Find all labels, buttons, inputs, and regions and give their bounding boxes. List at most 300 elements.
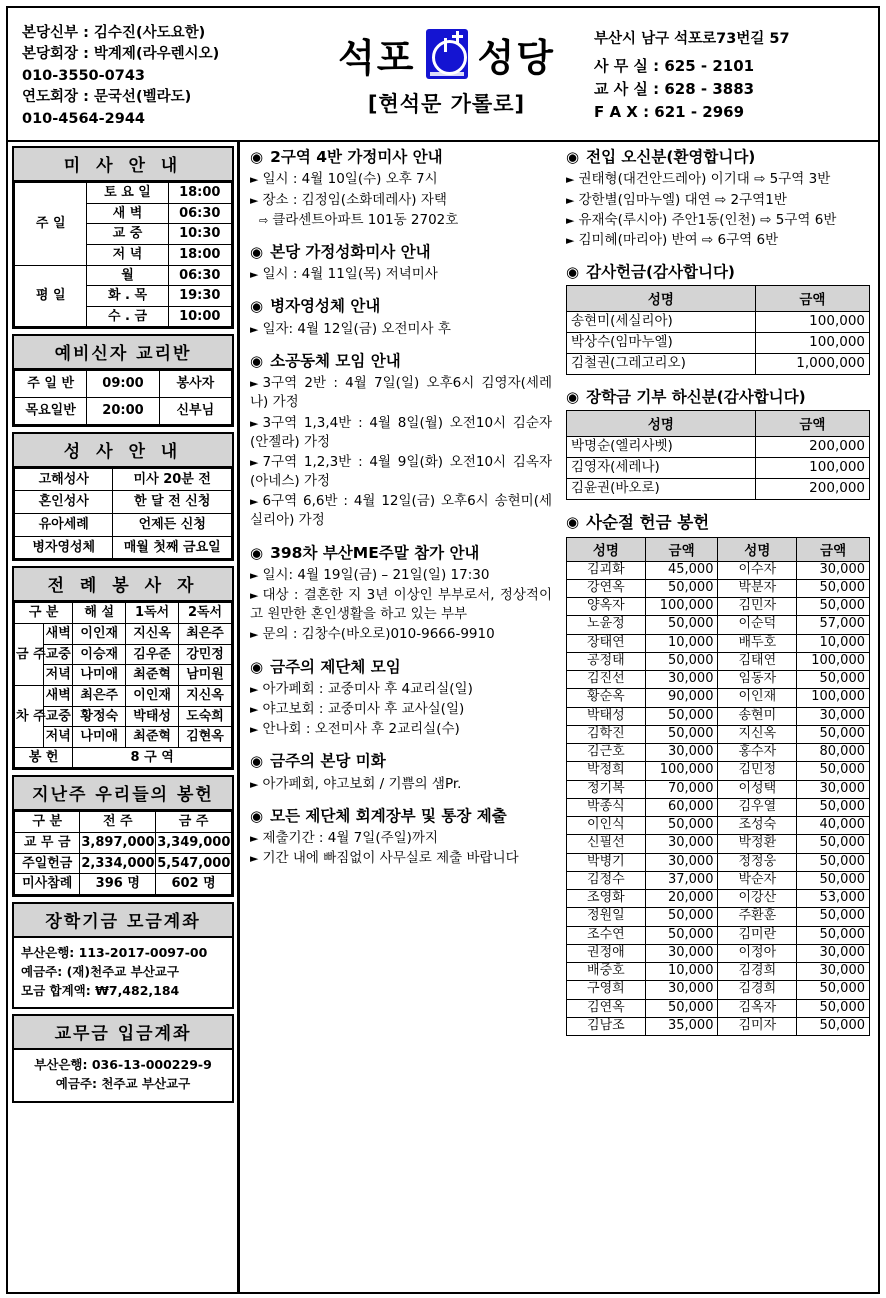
donor-amount: 50,000 — [797, 671, 870, 689]
notice-item — [250, 586, 552, 624]
donor-amount: 50,000 — [797, 999, 870, 1017]
donor-name: 김경희 — [718, 981, 797, 999]
table-row — [567, 354, 870, 375]
donor-name: 박태성 — [567, 707, 646, 725]
mass-time: 06:30 — [168, 265, 231, 286]
liturgy-person: 지신옥 — [179, 685, 232, 706]
church-subtitle: [현석문 가롤로] — [367, 91, 526, 116]
donor-amount: 30,000 — [797, 561, 870, 579]
header-president-phone: 010-3550-0743 — [22, 67, 146, 84]
newcomers-heading — [566, 148, 870, 167]
notice-item — [250, 191, 552, 210]
table-row — [15, 685, 232, 706]
donor-name: 정기복 — [567, 780, 646, 798]
notice-item-text: 아가페회, 야고보회 / 기쁨의 샘Pr. — [262, 775, 462, 792]
notice-heading-text: 본당 가정성화미사 안내 — [270, 242, 431, 261]
notice-item — [250, 829, 552, 848]
lastweek-prev: 3,897,000 — [80, 833, 156, 854]
liturgy-person: 김우준 — [126, 644, 179, 665]
church-title-row — [338, 27, 555, 82]
table-row — [567, 725, 870, 743]
donor-amount: 100,000 — [645, 762, 718, 780]
notice-heading — [250, 297, 552, 316]
header-title-block — [303, 8, 590, 140]
donor-amount: 50,000 — [797, 798, 870, 816]
notice-item — [250, 414, 552, 452]
header-president-line: 본당회장 : 박계제(라우렌시오) — [22, 46, 220, 63]
table-row — [15, 514, 232, 537]
notice-heading-text: 2구역 4반 가정미사 안내 — [270, 148, 443, 166]
mass-label: 교 중 — [87, 224, 168, 245]
liturgy-person: 이인재 — [126, 685, 179, 706]
donor-name: 김진선 — [567, 671, 646, 689]
table-row — [567, 634, 870, 652]
table-row — [567, 671, 870, 689]
table-row — [567, 312, 870, 333]
donor-name: 박정환 — [718, 835, 797, 853]
table-row — [567, 890, 870, 908]
thanks-offering-heading-text: 감사헌금(감사합니다) — [586, 263, 736, 281]
table-row — [567, 707, 870, 725]
liturgy-person: 지신옥 — [126, 623, 179, 644]
table-row — [567, 579, 870, 597]
sacrament-info: 한 달 전 신청 — [113, 491, 232, 514]
table-row — [15, 706, 232, 727]
notice-heading-text: 병자영성체 안내 — [270, 297, 381, 316]
donor-amount: 30,000 — [645, 744, 718, 762]
header-priest-line: 본당신부 : 김수진(사도요한) — [22, 24, 206, 41]
donor-name: 지신옥 — [718, 725, 797, 743]
donor-name: 김경희 — [718, 963, 797, 981]
table-row — [15, 398, 232, 425]
notice-heading-text: 소공동체 모임 안내 — [270, 351, 401, 370]
donor-amount: 50,000 — [645, 817, 718, 835]
donor-name: 조영화 — [567, 890, 646, 908]
notice-item-text: 안나회 : 오전미사 후 2교리실(수) — [262, 721, 460, 738]
donor-amount: 50,000 — [645, 652, 718, 670]
donor-amount: 50,000 — [797, 598, 870, 616]
liturgy-servers-box — [12, 566, 234, 770]
donor-name: 정원일 — [567, 908, 646, 926]
donor-name: 이인재 — [718, 689, 797, 707]
table-row — [567, 944, 870, 962]
sacrament-table — [14, 468, 232, 560]
donor-name: 박상수(임마누엘) — [567, 333, 756, 354]
donor-name: 조성숙 — [718, 817, 797, 835]
dues-account-box — [12, 1014, 234, 1103]
scholarship-donors-section — [566, 388, 870, 500]
col-name: 성명 — [567, 411, 756, 437]
liturgy-servers-table — [14, 602, 232, 768]
last-week-offering-table — [14, 811, 232, 895]
sacrament-name: 혼인성사 — [15, 491, 113, 514]
newcomers-section — [566, 148, 870, 250]
table-row — [567, 652, 870, 670]
dues-account-body — [14, 1050, 232, 1101]
donor-amount: 30,000 — [797, 780, 870, 798]
arrow-icon: ► — [250, 322, 259, 336]
table-header-row — [567, 411, 870, 437]
liturgy-person: 이승재 — [73, 644, 126, 665]
scholarship-account-box — [12, 902, 234, 1009]
contact-classroom: 교 사 실 : 628 - 3883 — [594, 79, 755, 98]
donor-amount: 50,000 — [645, 725, 718, 743]
catechism-leader: 신부님 — [159, 398, 231, 425]
sacrament-info: 매월 첫째 금요일 — [113, 536, 232, 559]
notice-item-text: 야고보회 : 교중미사 후 교사실(일) — [262, 701, 465, 718]
dues-bank-line: 부산은행: 036-13-000229-9 — [34, 1057, 212, 1073]
table-row — [15, 265, 232, 286]
right-column — [560, 142, 878, 1292]
table-row — [15, 536, 232, 559]
lastweek-col-division: 구 분 — [15, 812, 80, 833]
table-row — [15, 491, 232, 514]
donor-name: 양옥자 — [567, 598, 646, 616]
donor-name: 박명순(엘리사벳) — [567, 437, 756, 458]
table-row — [15, 183, 232, 204]
notice-communion-for-sick — [250, 297, 552, 339]
notice-family-mass — [250, 148, 552, 230]
donor-name: 이성택 — [718, 780, 797, 798]
scholarship-donors-table — [566, 410, 870, 500]
notice-item — [250, 265, 552, 284]
table-row — [567, 798, 870, 816]
newcomer-item — [566, 231, 870, 250]
donor-amount: 30,000 — [645, 944, 718, 962]
sacrament-box — [12, 432, 234, 562]
donor-amount: 10,000 — [797, 634, 870, 652]
donor-name: 김우열 — [718, 798, 797, 816]
sacrament-info: 미사 20분 전 — [113, 468, 232, 491]
notice-item-text: 일자: 4월 12일(금) 오전미사 후 — [262, 320, 451, 337]
table-row — [567, 981, 870, 999]
mass-label: 월 — [87, 265, 168, 286]
liturgy-offering-value: 8 구 역 — [73, 747, 232, 768]
donor-name: 배두호 — [718, 634, 797, 652]
table-row — [567, 963, 870, 981]
sacrament-name: 병자영성체 — [15, 536, 113, 559]
donor-name: 배중호 — [567, 963, 646, 981]
donor-amount: 100,000 — [797, 689, 870, 707]
donor-name: 김민정 — [718, 762, 797, 780]
liturgy-time: 교중 — [44, 706, 73, 727]
col-amount-2: 금액 — [797, 537, 870, 561]
mass-label: 새 벽 — [87, 203, 168, 224]
lastweek-label: 주일헌금 — [15, 853, 80, 874]
lastweek-prev: 396 명 — [80, 874, 156, 895]
col-name-1: 성명 — [567, 537, 646, 561]
donor-amount: 30,000 — [797, 707, 870, 725]
donor-amount: 57,000 — [797, 616, 870, 634]
dues-account-title: 교무금 입금계좌 — [14, 1016, 232, 1050]
mass-group-weekday: 평 일 — [15, 265, 87, 327]
donor-amount: 53,000 — [797, 890, 870, 908]
col-name-2: 성명 — [718, 537, 797, 561]
catechism-time: 09:00 — [87, 371, 159, 398]
table-row — [567, 835, 870, 853]
notice-account-book-submission — [250, 807, 552, 869]
table-row — [15, 833, 232, 854]
lastweek-prev: 2,334,000 — [80, 853, 156, 874]
donor-name: 김민자 — [718, 598, 797, 616]
table-row — [15, 874, 232, 895]
table-header-row — [15, 603, 232, 624]
table-row — [567, 871, 870, 889]
table-row — [567, 1017, 870, 1035]
mass-time: 10:00 — [168, 306, 231, 327]
donor-amount: 50,000 — [645, 707, 718, 725]
scholarship-donors-heading-text: 장학금 기부 하신분(감사합니다) — [586, 388, 806, 406]
liturgy-time: 교중 — [44, 644, 73, 665]
donor-amount: 50,000 — [797, 926, 870, 944]
donor-name: 김연옥 — [567, 999, 646, 1017]
contact-fax: F A X : 621 - 2969 — [594, 102, 745, 121]
last-week-offering-box — [12, 775, 234, 897]
hand-pointer-icon: ⇨ — [259, 213, 269, 227]
donor-amount: 50,000 — [645, 999, 718, 1017]
newcomer-text: 권태형(대건안드레아) 이기대 ⇨ 5구역 3반 — [578, 171, 831, 188]
table-row — [567, 333, 870, 354]
arrow-icon: ► — [250, 377, 259, 391]
donor-amount: 50,000 — [645, 616, 718, 634]
table-row — [567, 689, 870, 707]
bulletin-header — [6, 6, 880, 142]
liturgy-person: 김현옥 — [179, 727, 232, 748]
scholarship-donors-heading — [566, 388, 870, 407]
table-row — [567, 561, 870, 579]
donor-amount: 200,000 — [755, 437, 869, 458]
donor-amount: 50,000 — [797, 1017, 870, 1035]
notice-item — [250, 700, 552, 719]
mass-schedule-title: 미 사 안 내 — [14, 148, 232, 182]
bullet-icon: ◉ — [250, 351, 264, 370]
donor-amount: 30,000 — [645, 671, 718, 689]
donor-name: 김미란 — [718, 926, 797, 944]
donor-amount: 40,000 — [797, 817, 870, 835]
liturgy-col-division: 구 분 — [15, 603, 73, 624]
mass-time: 10:30 — [168, 224, 231, 245]
scholarship-holder-line: 예금주: (재)천주교 부산교구 — [21, 963, 179, 979]
donor-name: 김영자(세레나) — [567, 458, 756, 479]
notice-item-text: 3구역 1,3,4반 : 4월 8일(월) 오전10시 김순자(안젤라) 가정 — [250, 414, 552, 450]
table-row — [567, 479, 870, 500]
donor-name: 황순옥 — [567, 689, 646, 707]
donor-amount: 50,000 — [797, 908, 870, 926]
bullet-icon: ◉ — [566, 263, 580, 281]
dues-holder-line: 예금주: 천주교 부산교구 — [55, 1076, 191, 1092]
donor-amount: 50,000 — [797, 725, 870, 743]
newcomer-item — [566, 211, 870, 230]
lent-offering-heading — [566, 513, 870, 534]
church-name-first: 석포 — [338, 35, 416, 80]
donor-amount: 30,000 — [797, 963, 870, 981]
notice-me-weekend — [250, 544, 552, 645]
arrow-icon: ► — [250, 193, 259, 207]
scholarship-bank-line: 부산은행: 113-2017-0097-00 — [21, 945, 208, 961]
donor-amount: 50,000 — [797, 835, 870, 853]
liturgy-time: 새벽 — [44, 623, 73, 644]
arrow-icon: ► — [250, 628, 259, 642]
donor-amount: 20,000 — [645, 890, 718, 908]
left-column — [8, 142, 240, 1292]
church-address: 부산시 남구 석포로73번길 57 — [594, 31, 790, 48]
table-row — [567, 598, 870, 616]
arrow-icon: ► — [250, 703, 259, 717]
donor-name: 구영희 — [567, 981, 646, 999]
liturgy-time: 저녁 — [44, 665, 73, 686]
bullet-icon: ◉ — [250, 806, 264, 825]
notice-heading — [250, 752, 552, 771]
donor-name: 김윤권(바오로) — [567, 479, 756, 500]
arrow-icon: ► — [566, 233, 575, 247]
donor-name: 정정웅 — [718, 853, 797, 871]
notice-item-text: 일시 : 4월 10일(수) 오후 7시 — [262, 171, 438, 188]
donor-amount: 30,000 — [645, 981, 718, 999]
liturgy-person: 도숙희 — [179, 706, 232, 727]
donor-amount: 100,000 — [755, 458, 869, 479]
arrow-icon: ► — [250, 777, 259, 791]
donor-amount: 37,000 — [645, 871, 718, 889]
liturgy-person: 강민정 — [179, 644, 232, 665]
bullet-icon: ◉ — [250, 657, 264, 676]
table-row — [15, 468, 232, 491]
table-row — [567, 926, 870, 944]
liturgy-person: 최준혁 — [126, 665, 179, 686]
donor-amount: 30,000 — [645, 853, 718, 871]
arrow-icon: ► — [566, 213, 575, 227]
donor-amount: 1,000,000 — [755, 354, 869, 375]
liturgy-person: 황정숙 — [73, 706, 126, 727]
donor-amount: 100,000 — [755, 312, 869, 333]
donor-name: 조수연 — [567, 926, 646, 944]
table-row — [15, 371, 232, 398]
arrow-icon: ► — [250, 495, 259, 509]
table-row — [567, 999, 870, 1017]
sacrament-name: 고해성사 — [15, 468, 113, 491]
arrow-icon: ► — [250, 723, 259, 737]
church-name-second: 성당 — [477, 35, 555, 80]
notice-item-text: 6구역 6,6반 : 4월 12일(금) 오후6시 송현미(세실리아) 가정 — [250, 493, 552, 529]
header-yeondo-line: 연도회장 : 문국선(벨라도) — [22, 89, 192, 106]
mass-label: 화 . 목 — [87, 286, 168, 307]
notice-heading-text: 금주의 본당 미화 — [270, 752, 386, 771]
donor-amount: 35,000 — [645, 1017, 718, 1035]
bullet-icon: ◉ — [566, 148, 580, 166]
donor-name: 김괴화 — [567, 561, 646, 579]
donor-name: 박병기 — [567, 853, 646, 871]
donor-name: 이강산 — [718, 890, 797, 908]
donor-name: 김철권(그레고리오) — [567, 354, 756, 375]
donor-name: 송현미 — [718, 707, 797, 725]
liturgy-week-next: 차 주 — [15, 685, 44, 747]
arrow-icon: ► — [250, 268, 259, 282]
mass-time: 19:30 — [168, 286, 231, 307]
donor-amount: 50,000 — [797, 853, 870, 871]
donor-name: 김정수 — [567, 871, 646, 889]
donor-name: 송현미(세실리아) — [567, 312, 756, 333]
bullet-icon: ◉ — [250, 148, 264, 166]
lastweek-label: 미사참례 — [15, 874, 80, 895]
table-row — [15, 727, 232, 748]
donor-name: 김옥자 — [718, 999, 797, 1017]
donor-amount: 30,000 — [645, 835, 718, 853]
arrow-icon: ► — [566, 193, 575, 207]
donor-amount: 10,000 — [645, 963, 718, 981]
liturgy-week-this: 금 주 — [15, 623, 44, 685]
scholarship-account-title: 장학기금 모금계좌 — [14, 904, 232, 938]
notice-item — [250, 211, 552, 230]
donor-name: 박종식 — [567, 798, 646, 816]
notice-item-text: 아가페회 : 교중미사 후 4교리실(일) — [262, 680, 473, 697]
notice-heading — [250, 352, 552, 371]
liturgy-col-reading2: 2독서 — [179, 603, 232, 624]
table-row — [15, 665, 232, 686]
liturgy-person: 이인재 — [73, 623, 126, 644]
donor-amount: 50,000 — [645, 579, 718, 597]
thanks-offering-section — [566, 263, 870, 375]
bullet-icon: ◉ — [250, 543, 264, 562]
donor-name: 김태연 — [718, 652, 797, 670]
donor-amount: 30,000 — [797, 944, 870, 962]
arrow-icon: ► — [250, 832, 259, 846]
liturgy-person: 남미원 — [179, 665, 232, 686]
notice-heading-text: 모든 제단체 회계장부 및 통장 제출 — [270, 806, 507, 825]
notice-church-cleaning — [250, 752, 552, 794]
notice-item — [250, 849, 552, 868]
middle-column — [240, 142, 560, 1292]
donor-name: 노윤정 — [567, 616, 646, 634]
notice-item — [250, 680, 552, 699]
mass-time: 06:30 — [168, 203, 231, 224]
notice-item-text: 기간 내에 빠짐없이 사무실로 제출 바랍니다 — [262, 850, 519, 867]
bullet-icon: ◉ — [566, 513, 580, 531]
lent-offering-rows — [567, 561, 870, 1036]
lent-offering-heading-text: 사순절 헌금 봉헌 — [586, 513, 710, 532]
donor-name: 김학진 — [567, 725, 646, 743]
church-logo-icon — [426, 29, 468, 79]
liturgy-servers-title: 전 례 봉 사 자 — [14, 568, 232, 602]
liturgy-person: 박태성 — [126, 706, 179, 727]
notice-item-text: 대상 : 결혼한 지 3년 이상인 부부로서, 정상적이고 원만한 혼인생활을 하고 있는 부부 — [250, 587, 552, 623]
catechism-time: 20:00 — [87, 398, 159, 425]
header-contact-info — [590, 8, 878, 140]
mass-label: 수 . 금 — [87, 306, 168, 327]
table-row — [15, 623, 232, 644]
liturgy-time: 새벽 — [44, 685, 73, 706]
arrow-icon: ► — [250, 568, 259, 582]
newcomer-text: 유재숙(루시아) 주안1동(인천) ⇨ 5구역 6반 — [578, 211, 837, 228]
catechism-title: 예비신자 교리반 — [14, 336, 232, 370]
mass-schedule-table — [14, 182, 232, 327]
donor-amount: 45,000 — [645, 561, 718, 579]
header-yeondo-phone: 010-4564-2944 — [22, 110, 146, 127]
lastweek-this: 5,547,000 — [156, 853, 232, 874]
catechism-class: 주 일 반 — [15, 371, 87, 398]
donor-amount: 100,000 — [797, 652, 870, 670]
table-row — [567, 908, 870, 926]
table-row — [567, 780, 870, 798]
arrow-icon: ► — [250, 852, 259, 866]
notice-item-text: 제출기간 : 4월 7일(주일)까지 — [262, 830, 439, 847]
notice-group-meetings — [250, 658, 552, 740]
table-row — [567, 762, 870, 780]
table-row — [567, 437, 870, 458]
newcomer-text: 김미혜(마리아) 반여 ⇨ 6구역 6반 — [578, 231, 779, 248]
donor-name: 권정애 — [567, 944, 646, 962]
notice-heading-text: 금주의 제단체 모임 — [270, 657, 401, 676]
liturgy-col-commentary: 해 설 — [73, 603, 126, 624]
notice-item — [250, 374, 552, 412]
